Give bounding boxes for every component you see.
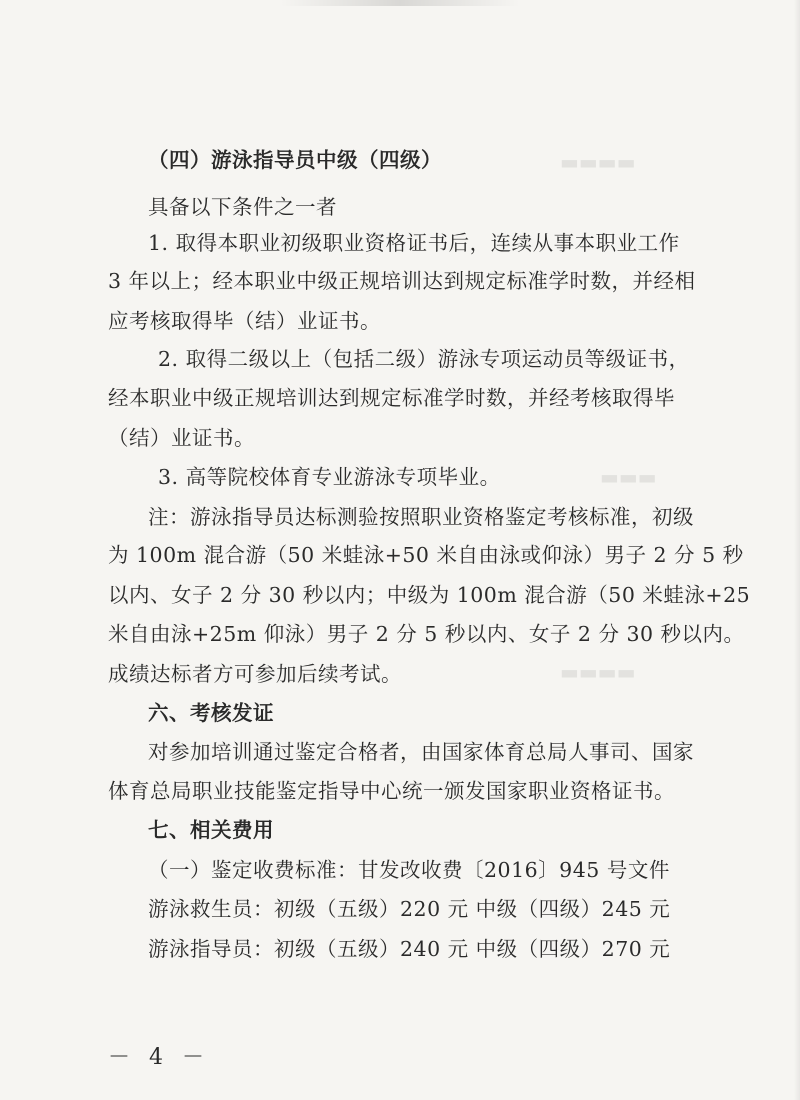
section-heading-fees: 七、相关费用 bbox=[148, 818, 274, 842]
note-line: 为 100m 混合游（50 米蛙泳+50 米自由泳或仰泳）男子 2 分 5 秒 bbox=[108, 543, 744, 567]
bleed-through-mark: ▬▬▬▬ bbox=[560, 150, 636, 174]
paragraph-line: 1. 取得本职业初级职业资格证书后，连续从事本职业工作 bbox=[148, 231, 680, 255]
page-number: － 4 － bbox=[108, 1045, 210, 1070]
paragraph-line: 2. 取得二级以上（包括二级）游泳专项运动员等级证书， bbox=[158, 347, 690, 371]
paragraph-line: 经本职业中级正规培训达到规定标准学时数，并经考核取得毕 bbox=[108, 386, 675, 410]
paragraph-line: 3 年以上；经本职业中级正规培训达到规定标准学时数，并经相 bbox=[108, 269, 696, 293]
paragraph-line: 应考核取得毕（结）业证书。 bbox=[108, 309, 381, 333]
section-heading-guide-intermediate: （四）游泳指导员中级（四级） bbox=[148, 148, 442, 172]
scan-artifact bbox=[280, 0, 520, 6]
fee-standard-line: （一）鉴定收费标准：甘发改收费〔2016〕945 号文件 bbox=[148, 858, 670, 882]
note-line: 米自由泳+25m 仰泳）男子 2 分 5 秒以内、女子 2 分 30 秒以内。 bbox=[108, 622, 745, 646]
bleed-through-mark: ▬▬▬▬ bbox=[560, 660, 636, 684]
scan-edge-shadow bbox=[794, 0, 800, 1100]
fee-line-lifeguard: 游泳救生员：初级（五级）220 元 中级（四级）245 元 bbox=[148, 897, 671, 921]
paragraph-line: 对参加培训通过鉴定合格者，由国家体育总局人事司、国家 bbox=[148, 740, 694, 764]
bleed-through-mark: ▬▬▬ bbox=[600, 465, 657, 489]
note-line: 以内、女子 2 分 30 秒以内；中级为 100m 混合游（50 米蛙泳+25 bbox=[108, 583, 751, 607]
paragraph-line: 3. 高等院校体育专业游泳专项毕业。 bbox=[158, 465, 501, 489]
note-line: 注：游泳指导员达标测验按照职业资格鉴定考核标准，初级 bbox=[148, 505, 694, 529]
paragraph-line: 体育总局职业技能鉴定指导中心统一颁发国家职业资格证书。 bbox=[108, 779, 675, 803]
paragraph-line: （结）业证书。 bbox=[108, 426, 255, 450]
fee-line-instructor: 游泳指导员：初级（五级）240 元 中级（四级）270 元 bbox=[148, 937, 671, 961]
section-heading-assessment: 六、考核发证 bbox=[148, 701, 274, 725]
note-line: 成绩达标者方可参加后续考试。 bbox=[108, 662, 402, 686]
paragraph-line: 具备以下条件之一者 bbox=[148, 195, 337, 219]
